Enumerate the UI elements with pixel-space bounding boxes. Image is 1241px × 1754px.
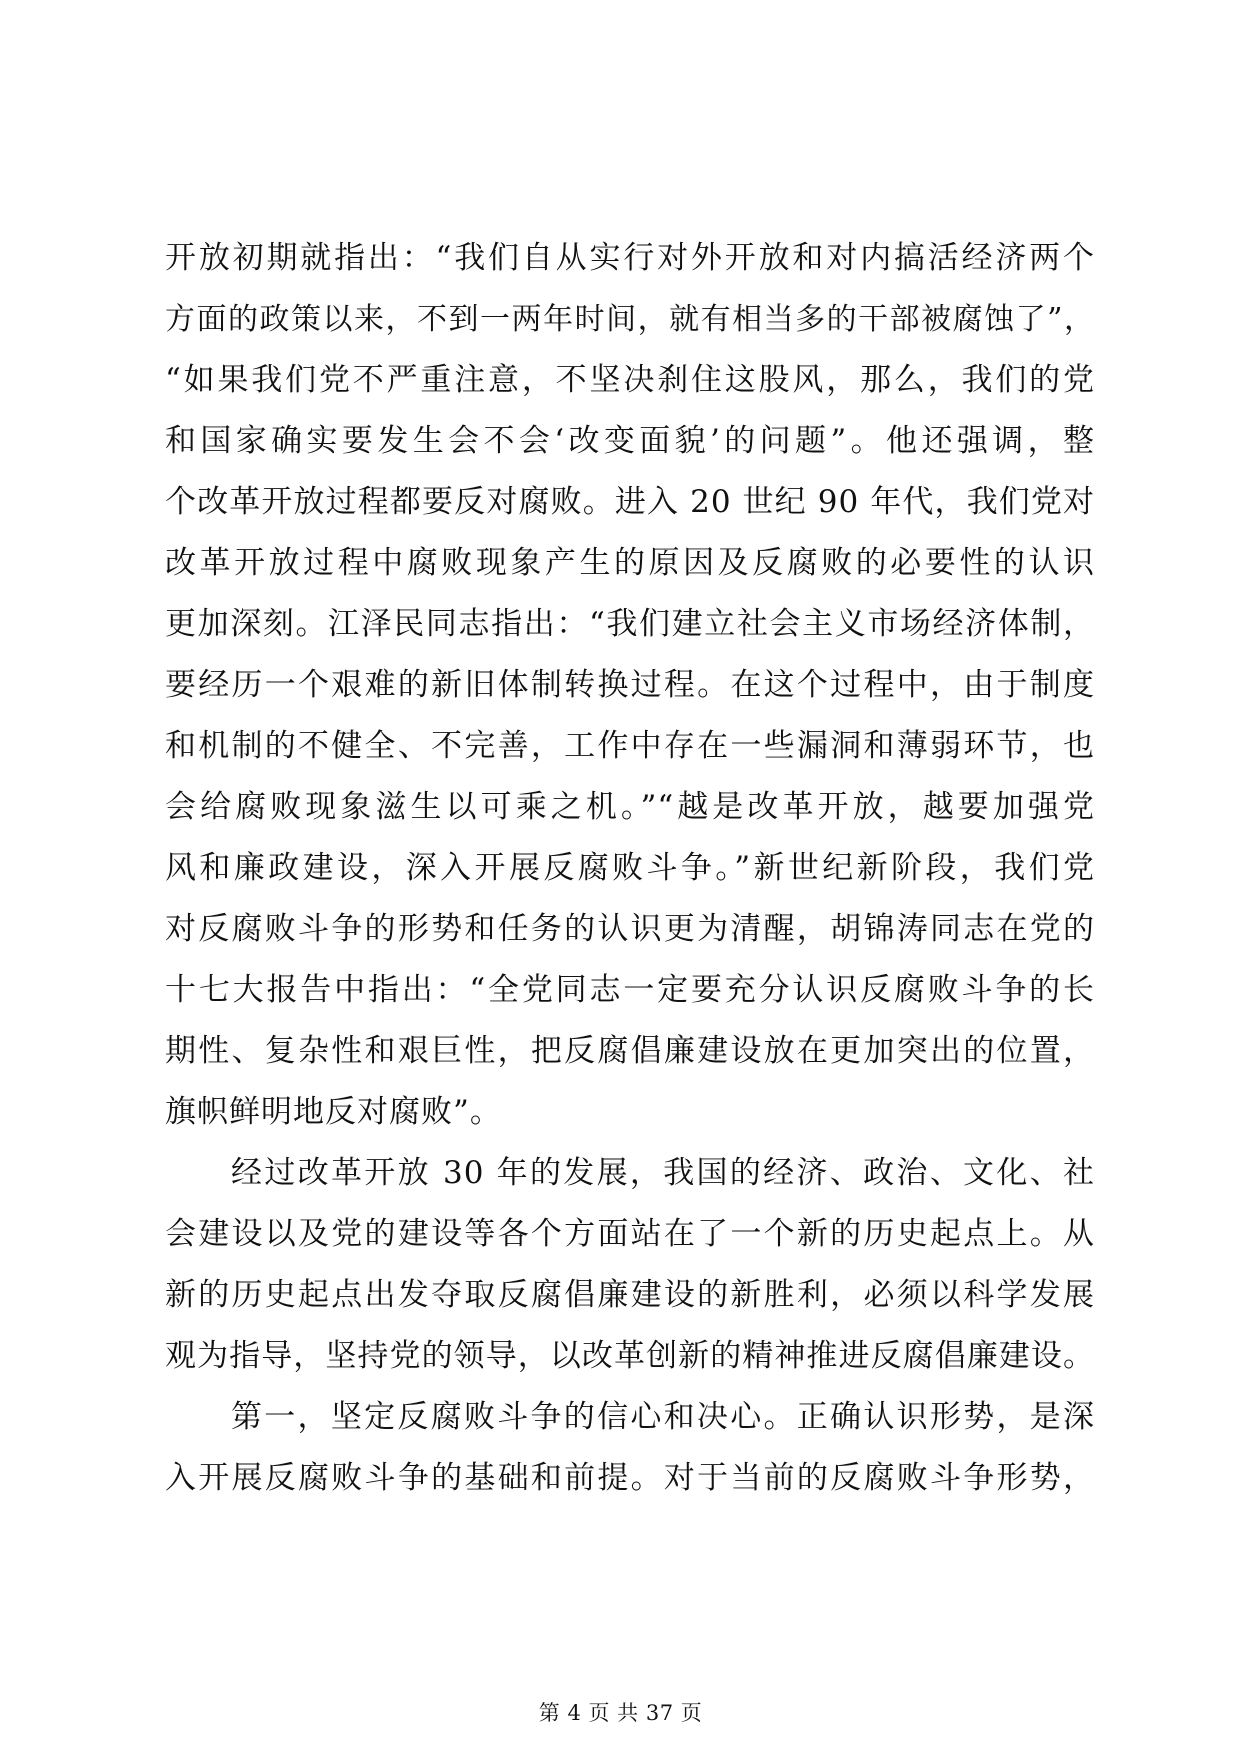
body-text <box>165 228 1095 1509</box>
text-line: 十七大报告中指出：“全党同志一定要充分认识反腐败斗争的长 <box>165 972 1095 1008</box>
text-line: 方面的政策以来，不到一两年时间，就有相当多的干部被腐蚀了”， <box>165 302 1095 337</box>
text-line: 第一，坚定反腐败斗争的信心和决心。正确认识形势，是深 <box>231 1399 1095 1435</box>
text-line: 要经历一个艰难的新旧体制转换过程。在这个过程中，由于制度 <box>165 667 1095 703</box>
text-line: 旗帜鲜明地反对腐败”。 <box>165 1094 502 1130</box>
text-line: 对反腐败斗争的形势和任务的认识更为清醒，胡锦涛同志在党的 <box>165 911 1095 947</box>
text-line: 开放初期就指出：“我们自从实行对外开放和对内搞活经济两个 <box>165 240 1095 276</box>
text-line: 更加深刻。江泽民同志指出：“我们建立社会主义市场经济体制， <box>165 606 1095 642</box>
text-line: “如果我们党不严重注意，不坚决刹住这股风，那么，我们的党 <box>165 362 1095 398</box>
text-line: 改革开放过程中腐败现象产生的原因及反腐败的必要性的认识 <box>165 545 1095 581</box>
text-line: 观为指导，坚持党的领导，以改革创新的精神推进反腐倡廉建设。 <box>165 1338 1095 1374</box>
text-line: 和国家确实要发生会不会‘改变面貌’的问题”。他还强调，整 <box>165 423 1095 459</box>
text-line: 个改革开放过程都要反对腐败。进入 20 世纪 90 年代，我们党对 <box>165 484 1095 520</box>
page-footer: 第 4 页 共 37 页 <box>538 1701 703 1725</box>
text-line: 会建设以及党的建设等各个方面站在了一个新的历史起点上。从 <box>165 1216 1095 1252</box>
text-line: 入开展反腐败斗争的基础和前提。对于当前的反腐败斗争形势， <box>165 1460 1095 1496</box>
text-line: 会给腐败现象滋生以可乘之机。”“越是改革开放，越要加强党 <box>165 789 1095 825</box>
text-line: 经过改革开放 30 年的发展，我国的经济、政治、文化、社 <box>231 1155 1095 1191</box>
text-line: 风和廉政建设，深入开展反腐败斗争。”新世纪新阶段，我们党 <box>165 850 1095 886</box>
text-line: 新的历史起点出发夺取反腐倡廉建设的新胜利，必须以科学发展 <box>165 1277 1095 1313</box>
text-line: 期性、复杂性和艰巨性，把反腐倡廉建设放在更加突出的位置， <box>165 1033 1095 1069</box>
text-line: 和机制的不健全、不完善，工作中存在一些漏洞和薄弱环节，也 <box>165 728 1095 764</box>
